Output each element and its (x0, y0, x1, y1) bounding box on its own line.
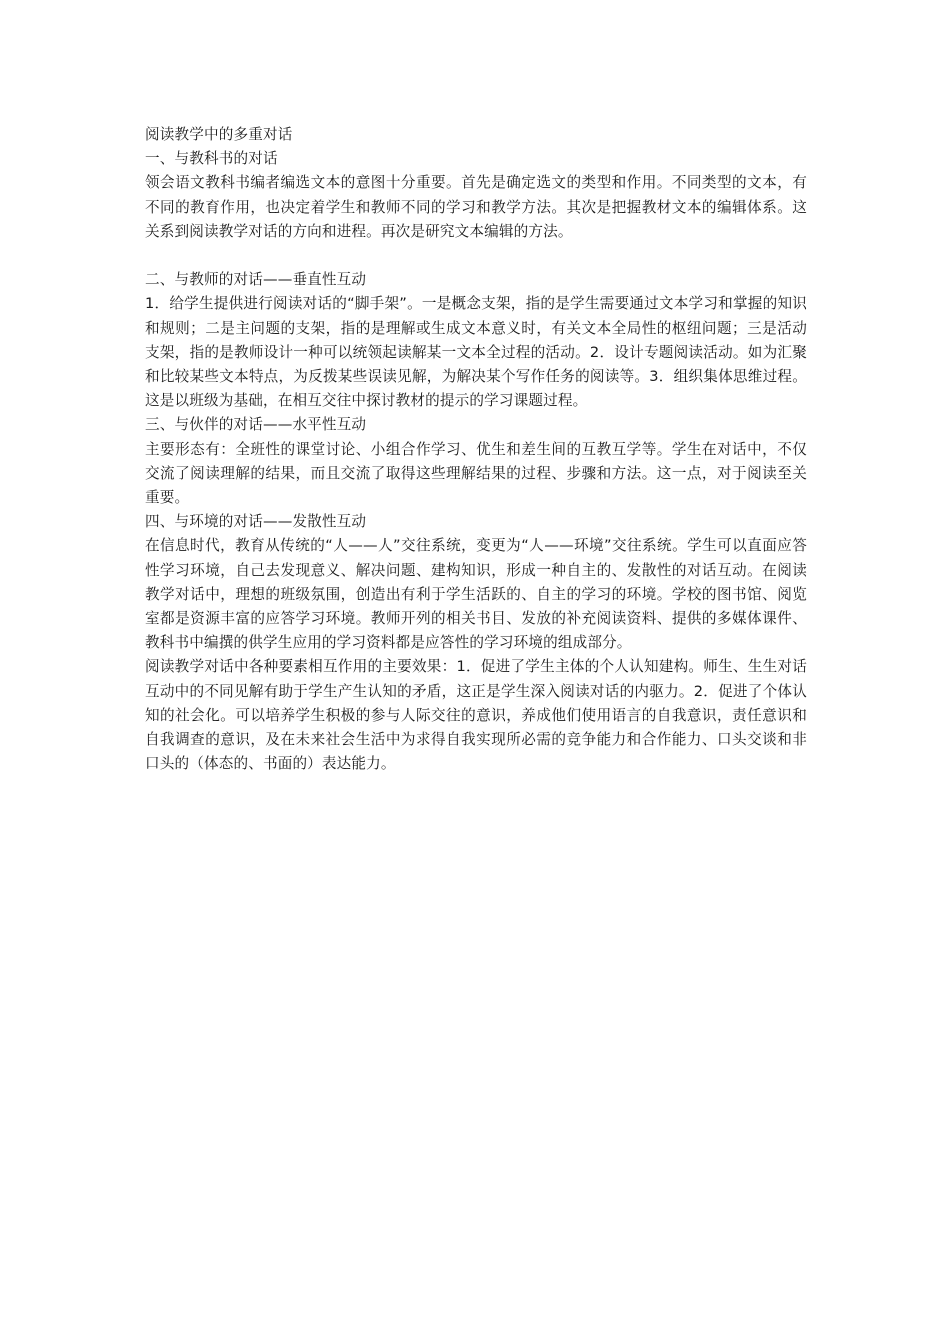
blank-line (145, 244, 807, 268)
section-heading-peers: 三、与伙伴的对话——水平性互动 (145, 416, 367, 434)
section-body-textbook: 领会语文教科书编者编选文本的意图十分重要。首先是确定选文的类型和作用。不同类型的文本，有不同的教育作用，也决定着学生和教师不同的学习和教学方法。其次是把握教材文本的编辑体系。这关系到阅读教学对话的方向和进程。再次是研究文本编辑的方法。 (145, 174, 807, 240)
section-heading-textbook: 一、与教科书的对话 (145, 150, 278, 168)
section-body-peers: 主要形态有：全班性的课堂讨论、小组合作学习、优生和差生间的互教互学等。学生在对话中，不仅交流了阅读理解的结果，而且交流了取得这些理解结果的过程、步骤和方法。这一点，对于阅读至关重要。 (145, 440, 807, 507)
section-heading-environment: 四、与环境的对话——发散性互动 (145, 513, 367, 531)
section-body-environment: 在信息时代，教育从传统的“人——人”交往系统，变更为“人——环境”交往系统。学生可以直面应答性学习环境，自己去发现意义、解决问题、建构知识，形成一种自主的、发散性的对话互动。在阅读教学对话中，理想的班级氛围，创造出有利于学生活跃的、自主的学习的环境。学校的图书馆、阅览室都是资源丰富的应答学习环境。教师开列的相关书目、发放的补充阅读资料、提供的多媒体课件、教科书中编撰的供学生应用的学习资料都是应答性的学习环境的组成部分。 (145, 537, 807, 652)
section-body-teacher: 1．给学生提供进行阅读对话的“脚手架”。一是概念支架，指的是学生需要通过文本学习和掌握的知识和规则；二是主问题的支架，指的是理解或生成文本意义时，有关文本全局性的枢纽问题；三是活动支架，指的是教师设计一种可以统领起读解某一文本全过程的活动。2．设计专题阅读活动。如为汇聚和比较某些文本特点，为反拨某些误读见解，为解决某个写作任务的阅读等。3．组织集体思维过程。这是以班级为基础，在相互交往中探讨教材的提示的学习课题过程。 (145, 295, 807, 410)
conclusion-paragraph: 阅读教学对话中各种要素相互作用的主要效果：1．促进了学生主体的个人认知建构。师生、生生对话互动中的不同见解有助于学生产生认知的矛盾，这正是学生深入阅读对话的内驱力。2．促进了个体认知的社会化。可以培养学生积极的参与人际交往的意识，养成他们使用语言的自我意识，责任意识和自我调查的意识，及在未来社会生活中为求得自我实现所必需的竞争能力和合作能力、口头交谈和非口头的（体态的、书面的）表达能力。 (145, 658, 807, 773)
document-title: 阅读教学中的多重对话 (145, 126, 293, 143)
document-body (145, 123, 807, 776)
section-heading-teacher: 二、与教师的对话——垂直性互动 (145, 271, 367, 289)
